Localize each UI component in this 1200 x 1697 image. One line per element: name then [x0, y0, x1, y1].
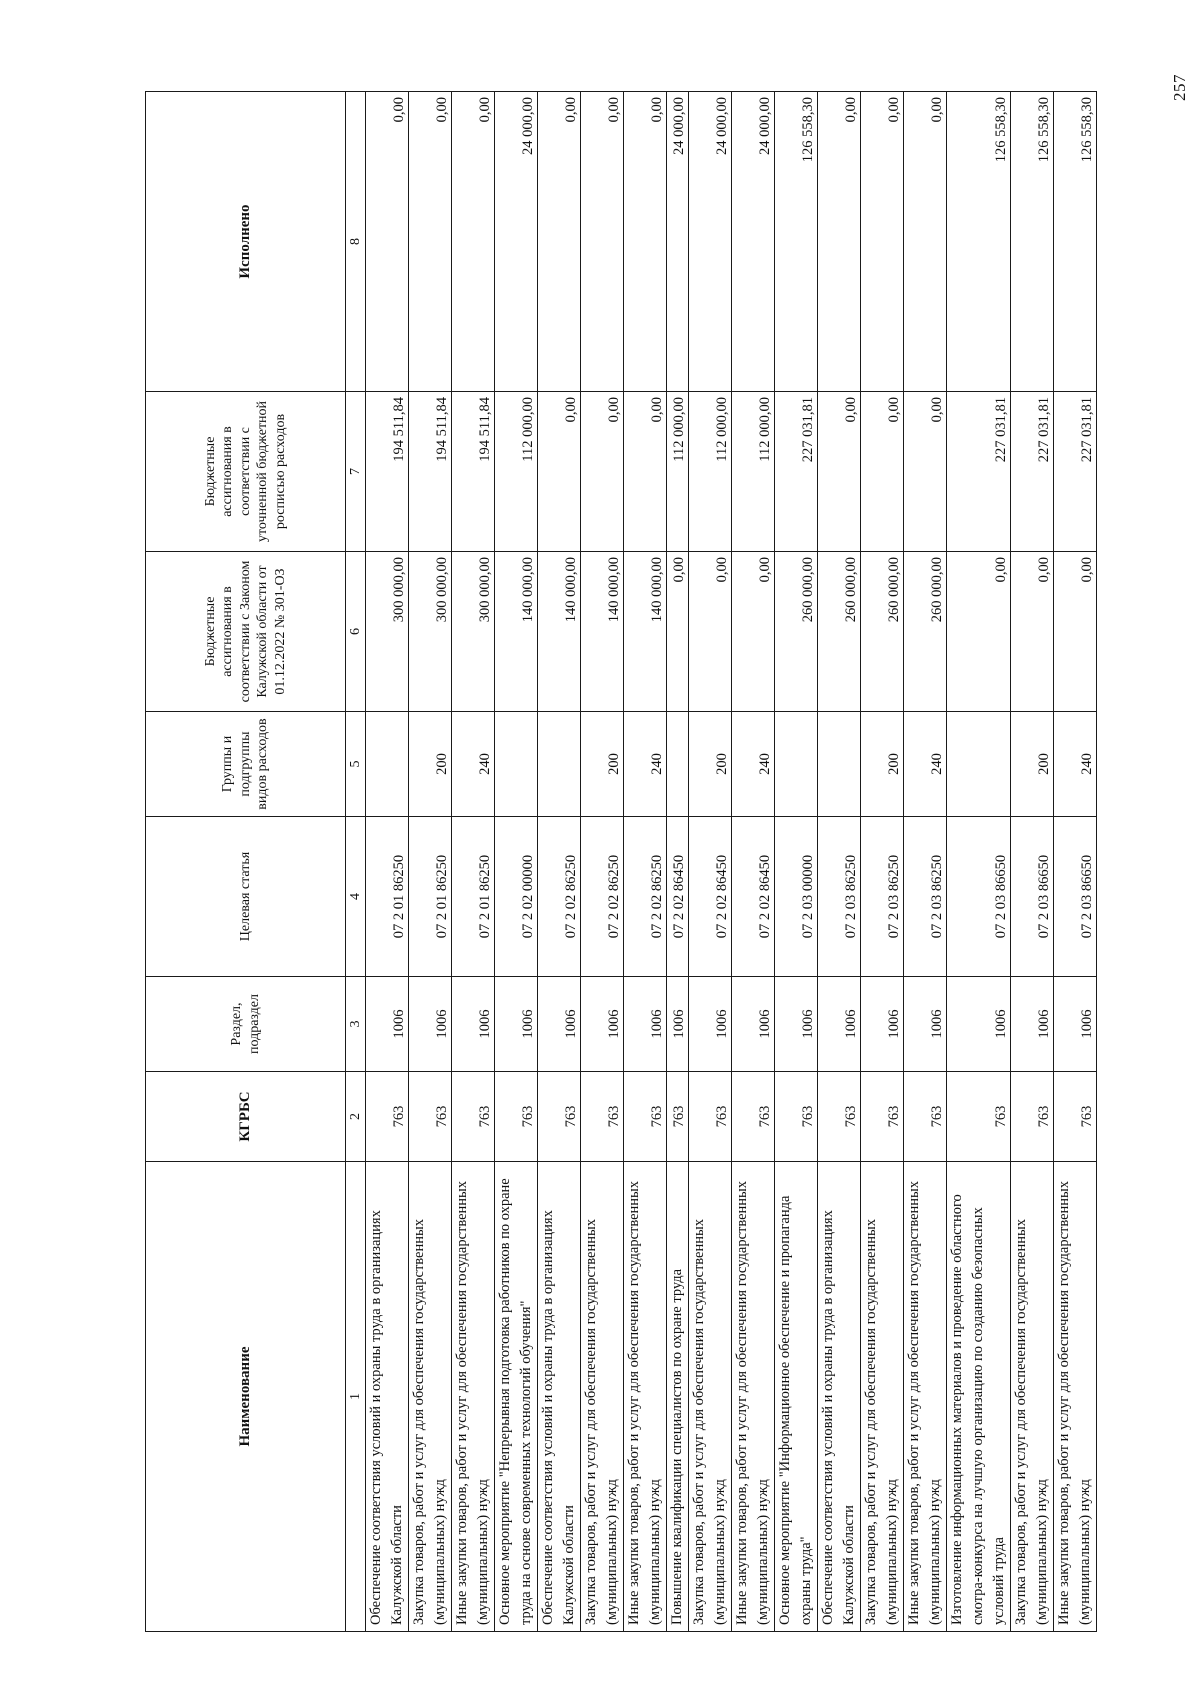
row-executed: 0,00 — [538, 92, 581, 392]
row-name: Закупка товаров, работ и услуг для обеспечения государственных (муниципальных) нужд — [861, 1162, 904, 1632]
row-kgrbs: 763 — [538, 1072, 581, 1162]
row-executed: 126 558,30 — [947, 92, 1011, 392]
row-section: 1006 — [1011, 977, 1054, 1072]
row-group: 200 — [689, 712, 732, 817]
row-section: 1006 — [904, 977, 947, 1072]
row-group: 240 — [904, 712, 947, 817]
row-target: 07 2 03 86250 — [904, 817, 947, 977]
row-budget: 0,00 — [581, 392, 624, 552]
row-target: 07 2 02 86250 — [538, 817, 581, 977]
row-budget: 227 031,81 — [775, 392, 818, 552]
row-group — [366, 712, 409, 817]
row-name: Иные закупки товаров, работ и услуг для обеспечения государственных (муниципальных) нужд — [624, 1162, 667, 1632]
row-executed: 0,00 — [861, 92, 904, 392]
row-executed: 24 000,00 — [667, 92, 689, 392]
row-budget: 194 511,84 — [409, 392, 452, 552]
row-kgrbs: 763 — [1011, 1072, 1054, 1162]
row-target: 07 2 03 86250 — [861, 817, 904, 977]
row-group — [775, 712, 818, 817]
row-target: 07 2 02 00000 — [495, 817, 538, 977]
row-name: Закупка товаров, работ и услуг для обеспечения государственных (муниципальных) нужд — [689, 1162, 732, 1632]
row-kgrbs: 763 — [409, 1072, 452, 1162]
column-number: 2 — [346, 1072, 366, 1162]
table-row — [538, 92, 581, 1632]
row-kgrbs: 763 — [452, 1072, 495, 1162]
page-number: 257 — [1170, 74, 1189, 101]
row-target: 07 2 02 86450 — [732, 817, 775, 977]
row-target: 07 2 01 86250 — [409, 817, 452, 977]
row-section: 1006 — [366, 977, 409, 1072]
row-section: 1006 — [624, 977, 667, 1072]
column-number: 6 — [346, 552, 366, 712]
row-executed: 0,00 — [366, 92, 409, 392]
table-row — [904, 92, 947, 1632]
header-name: Наименование — [146, 1162, 346, 1632]
row-name: Обеспечение соответствия условий и охраны труда в организациях Калужской области — [366, 1162, 409, 1632]
row-target: 07 2 01 86250 — [452, 817, 495, 977]
header-kgrbs: КГРБС — [146, 1072, 346, 1162]
row-kgrbs: 763 — [947, 1072, 1011, 1162]
rotated-table-container — [145, 92, 1095, 1632]
table-row — [409, 92, 452, 1632]
column-number: 5 — [346, 712, 366, 817]
table-row — [689, 92, 732, 1632]
row-executed: 126 558,30 — [1011, 92, 1054, 392]
row-target: 07 2 03 86650 — [1011, 817, 1054, 977]
table-row — [947, 92, 1011, 1632]
row-target: 07 2 03 86650 — [947, 817, 1011, 977]
column-number-row — [346, 92, 366, 1632]
row-section: 1006 — [538, 977, 581, 1072]
row-budget: 112 000,00 — [495, 392, 538, 552]
table-row — [775, 92, 818, 1632]
row-section: 1006 — [1054, 977, 1097, 1072]
header-row — [146, 92, 346, 1632]
header-executed: Исполнено — [146, 92, 346, 392]
table-row — [581, 92, 624, 1632]
row-section: 1006 — [689, 977, 732, 1072]
column-number: 7 — [346, 392, 366, 552]
row-group — [667, 712, 689, 817]
row-section: 1006 — [452, 977, 495, 1072]
row-kgrbs: 763 — [689, 1072, 732, 1162]
row-law: 300 000,00 — [452, 552, 495, 712]
row-kgrbs: 763 — [1054, 1072, 1097, 1162]
row-executed: 0,00 — [624, 92, 667, 392]
row-law: 0,00 — [1054, 552, 1097, 712]
row-executed: 0,00 — [452, 92, 495, 392]
row-group — [495, 712, 538, 817]
header-section: Раздел, подраздел — [146, 977, 346, 1072]
row-target: 07 2 02 86450 — [667, 817, 689, 977]
row-section: 1006 — [409, 977, 452, 1072]
row-law: 0,00 — [732, 552, 775, 712]
row-budget: 112 000,00 — [732, 392, 775, 552]
row-group — [538, 712, 581, 817]
table-row — [624, 92, 667, 1632]
header-groups: Группы и подгруппы видов расходов — [146, 712, 346, 817]
header-law: Бюджетные ассигнования в соответствии с Законом Калужской области от 01.12.2022 № 301-ОЗ — [146, 552, 346, 712]
row-law: 0,00 — [1011, 552, 1054, 712]
row-name: Основное мероприятие "Непрерывная подготовка работников по охране труда на основе современных технологий обучения" — [495, 1162, 538, 1632]
row-budget: 227 031,81 — [1011, 392, 1054, 552]
table-row — [495, 92, 538, 1632]
row-budget: 194 511,84 — [452, 392, 495, 552]
row-budget: 0,00 — [538, 392, 581, 552]
row-section: 1006 — [732, 977, 775, 1072]
row-kgrbs: 763 — [581, 1072, 624, 1162]
row-target: 07 2 03 86250 — [818, 817, 861, 977]
header-target: Целевая статья — [146, 817, 346, 977]
row-executed: 0,00 — [818, 92, 861, 392]
row-name: Повышение квалификации специалистов по охране труда — [667, 1162, 689, 1632]
row-law: 0,00 — [689, 552, 732, 712]
row-section: 1006 — [495, 977, 538, 1072]
row-law: 0,00 — [947, 552, 1011, 712]
row-executed: 126 558,30 — [775, 92, 818, 392]
table-body — [366, 92, 1097, 1632]
row-section: 1006 — [775, 977, 818, 1072]
table-row — [732, 92, 775, 1632]
row-executed: 24 000,00 — [732, 92, 775, 392]
row-name: Иные закупки товаров, работ и услуг для обеспечения государственных (муниципальных) нужд — [732, 1162, 775, 1632]
row-budget: 0,00 — [904, 392, 947, 552]
row-law: 260 000,00 — [775, 552, 818, 712]
budget-table — [145, 91, 1097, 1632]
row-target: 07 2 02 86450 — [689, 817, 732, 977]
table-row — [452, 92, 495, 1632]
table-row — [366, 92, 409, 1632]
row-section: 1006 — [861, 977, 904, 1072]
column-number: 3 — [346, 977, 366, 1072]
row-name: Иные закупки товаров, работ и услуг для обеспечения государственных (муниципальных) нужд — [1054, 1162, 1097, 1632]
row-law: 260 000,00 — [818, 552, 861, 712]
row-name: Основное мероприятие "Информационное обеспечение и пропаганда охраны труда" — [775, 1162, 818, 1632]
row-target: 07 2 03 00000 — [775, 817, 818, 977]
header-budget: Бюджетные ассигнования в соответствии с уточненной бюджетной росписью расходов — [146, 392, 346, 552]
row-name: Обеспечение соответствия условий и охраны труда в организациях Калужской области — [538, 1162, 581, 1632]
row-target: 07 2 02 86250 — [624, 817, 667, 977]
row-law: 140 000,00 — [538, 552, 581, 712]
row-kgrbs: 763 — [624, 1072, 667, 1162]
row-executed: 0,00 — [904, 92, 947, 392]
row-name: Изготовление информационных материалов и проведение областного смотра-конкурса на лучшую организацию по созданию безопасных условий труда — [947, 1162, 1011, 1632]
row-section: 1006 — [818, 977, 861, 1072]
row-section: 1006 — [947, 977, 1011, 1072]
row-budget: 112 000,00 — [667, 392, 689, 552]
column-number: 8 — [346, 92, 366, 392]
row-law: 260 000,00 — [904, 552, 947, 712]
row-group: 200 — [1011, 712, 1054, 817]
row-kgrbs: 763 — [366, 1072, 409, 1162]
row-name: Закупка товаров, работ и услуг для обеспечения государственных (муниципальных) нужд — [581, 1162, 624, 1632]
row-name: Обеспечение соответствия условий и охраны труда в организациях Калужской области — [818, 1162, 861, 1632]
row-kgrbs: 763 — [904, 1072, 947, 1162]
table-row — [1054, 92, 1097, 1632]
row-group — [947, 712, 1011, 817]
row-name: Закупка товаров, работ и услуг для обеспечения государственных (муниципальных) нужд — [1011, 1162, 1054, 1632]
row-kgrbs: 763 — [667, 1072, 689, 1162]
row-law: 260 000,00 — [861, 552, 904, 712]
row-executed: 24 000,00 — [689, 92, 732, 392]
row-kgrbs: 763 — [861, 1072, 904, 1162]
row-kgrbs: 763 — [495, 1072, 538, 1162]
table-row — [667, 92, 689, 1632]
row-law: 0,00 — [667, 552, 689, 712]
row-executed: 24 000,00 — [495, 92, 538, 392]
row-budget: 194 511,84 — [366, 392, 409, 552]
row-executed: 0,00 — [409, 92, 452, 392]
row-group: 240 — [732, 712, 775, 817]
row-executed: 126 558,30 — [1054, 92, 1097, 392]
table-row — [1011, 92, 1054, 1632]
column-number: 4 — [346, 817, 366, 977]
row-group: 200 — [861, 712, 904, 817]
row-kgrbs: 763 — [732, 1072, 775, 1162]
row-target: 07 2 03 86650 — [1054, 817, 1097, 977]
row-name: Иные закупки товаров, работ и услуг для обеспечения государственных (муниципальных) нужд — [904, 1162, 947, 1632]
row-budget: 227 031,81 — [1054, 392, 1097, 552]
row-kgrbs: 763 — [775, 1072, 818, 1162]
row-budget: 227 031,81 — [947, 392, 1011, 552]
row-target: 07 2 01 86250 — [366, 817, 409, 977]
table-row — [861, 92, 904, 1632]
row-group — [818, 712, 861, 817]
row-budget: 0,00 — [861, 392, 904, 552]
row-group: 200 — [409, 712, 452, 817]
row-law: 140 000,00 — [624, 552, 667, 712]
row-executed: 0,00 — [581, 92, 624, 392]
row-target: 07 2 02 86250 — [581, 817, 624, 977]
row-budget: 112 000,00 — [689, 392, 732, 552]
column-number: 1 — [346, 1162, 366, 1632]
row-budget: 0,00 — [818, 392, 861, 552]
row-law: 140 000,00 — [495, 552, 538, 712]
row-name: Закупка товаров, работ и услуг для обеспечения государственных (муниципальных) нужд — [409, 1162, 452, 1632]
row-name: Иные закупки товаров, работ и услуг для обеспечения государственных (муниципальных) нужд — [452, 1162, 495, 1632]
row-kgrbs: 763 — [818, 1072, 861, 1162]
row-law: 140 000,00 — [581, 552, 624, 712]
row-law: 300 000,00 — [409, 552, 452, 712]
row-group: 240 — [624, 712, 667, 817]
row-section: 1006 — [581, 977, 624, 1072]
row-group: 240 — [452, 712, 495, 817]
row-group: 240 — [1054, 712, 1097, 817]
row-section: 1006 — [667, 977, 689, 1072]
row-budget: 0,00 — [624, 392, 667, 552]
row-law: 300 000,00 — [366, 552, 409, 712]
row-group: 200 — [581, 712, 624, 817]
table-row — [818, 92, 861, 1632]
